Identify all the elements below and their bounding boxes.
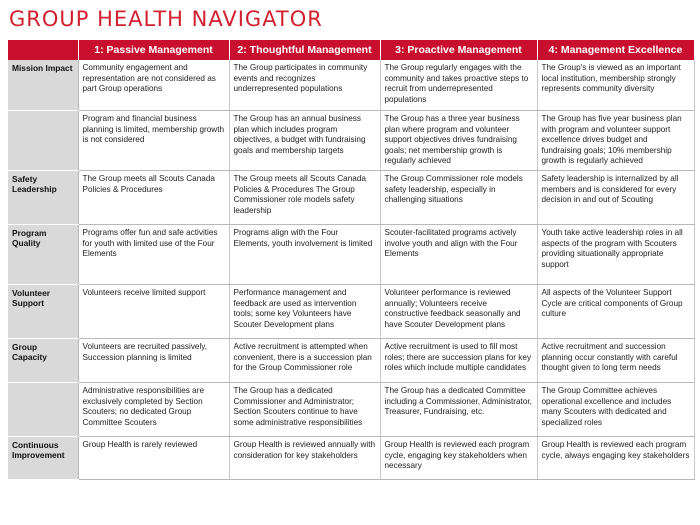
table-cell: Performance management and feedback are used as intervention tools; some key Volunteers have Scouter Development plans [229, 284, 380, 338]
table-cell: The Group meets all Scouts Canada Policies & Procedures [78, 170, 229, 224]
table-cell: The Group has five year business plan with program and volunteer support excellence drives budget and fundraising goals; 10% membership growth is regularly achieved [537, 111, 694, 171]
table-cell: All aspects of the Volunteer Support Cycle are critical components of Group culture [537, 284, 694, 338]
header-corner [8, 40, 78, 60]
table-cell: The Group has a dedicated Committee including a Commissioner, Administrator, Treasurer, Fundraising, etc. [380, 382, 537, 436]
table-cell: Programs offer fun and safe activities for youth with limited use of the Four Elements [78, 224, 229, 284]
row-category [8, 382, 78, 436]
table-cell: Program and financial business planning is limited, membership growth is not considered [78, 111, 229, 171]
table-cell: Group Health is reviewed each program cycle, always engaging key stakeholders [537, 436, 694, 479]
table-cell: Safety leadership is internalized by all members and is considered for every decision in and out of Scouting [537, 170, 694, 224]
table-cell: Active recruitment is attempted when convenient, there is a succession plan for the Group Commissioner role [229, 338, 380, 382]
table-cell: Active recruitment and succession planning occur constantly with careful thought given to long term needs [537, 338, 694, 382]
page-title: GROUP HEALTH NAVIGATOR [9, 7, 323, 31]
table-cell: Volunteers receive limited support [78, 284, 229, 338]
table-cell: Youth take active leadership roles in all aspects of the program with Scouters providing situationally appropriate support [537, 224, 694, 284]
table-cell: The Group meets all Scouts Canada Policies & Procedures The Group Commissioner role models safety leadership [229, 170, 380, 224]
table-row [8, 224, 694, 284]
header-thoughtful-management: 2: Thoughtful Management [229, 40, 380, 60]
table-cell: The Group regularly engages with the community and takes proactive steps to recruit from underrepresented populations [380, 60, 537, 111]
table-row [8, 338, 694, 382]
table-cell: The Group has an annual business plan which includes program objectives, a budget with fundraising goals and membership targets [229, 111, 380, 171]
table-row [8, 436, 694, 479]
table-cell: Active recruitment is used to fill most roles; there are succession plans for key roles which include multiple candidates [380, 338, 537, 382]
table-row [8, 111, 694, 171]
table-cell: The Group's is viewed as an important local institution, membership strongly represents community diversity [537, 60, 694, 111]
table-row [8, 60, 694, 111]
header-proactive-management: 3: Proactive Management [380, 40, 537, 60]
table-cell: Group Health is rarely reviewed [78, 436, 229, 479]
table-cell: Group Health is reviewed each program cycle, engaging key stakeholders when necessary [380, 436, 537, 479]
table-cell: Scouter-facilitated programs actively involve youth and align with the Four Elements [380, 224, 537, 284]
table-cell: Group Health is reviewed annually with consideration for key stakeholders [229, 436, 380, 479]
row-category [8, 111, 78, 171]
table-cell: The Group has a dedicated Commissioner and Administrator; Section Scouters continue to have some administrative responsibilities [229, 382, 380, 436]
health-navigator-table [8, 40, 695, 480]
row-category: Volunteer Support [8, 284, 78, 338]
row-category: Mission Impact [8, 60, 78, 111]
table-cell: The Group Committee achieves operational excellence and includes many Scouters with dedicated and specialized roles [537, 382, 694, 436]
table-cell: Programs align with the Four Elements, youth involvement is limited [229, 224, 380, 284]
table-row [8, 284, 694, 338]
table-row [8, 382, 694, 436]
table-cell: Administrative responsibilities are exclusively completed by Section Scouters; no dedicated Group Committee Scouters [78, 382, 229, 436]
row-category: Program Quality [8, 224, 78, 284]
row-category: Group Capacity [8, 338, 78, 382]
table-cell: Community engagement and representation are not considered as part Group operations [78, 60, 229, 111]
header-passive-management: 1: Passive Management [78, 40, 229, 60]
header-management-excellence: 4: Management Excellence [537, 40, 694, 60]
row-category: Continuous Improvement [8, 436, 78, 479]
table-cell: The Group has a three year business plan where program and volunteer support objectives drives fundraising goals; net membership growth is regularly achieved [380, 111, 537, 171]
table-row [8, 170, 694, 224]
row-category: Safety Leadership [8, 170, 78, 224]
header-row [8, 40, 694, 60]
table-cell: Volunteer performance is reviewed annually; Volunteers receive constructive feedback seasonally and have Scouter Development plans [380, 284, 537, 338]
table-cell: Volunteers are recruited passively, Succession planning is limited [78, 338, 229, 382]
table-cell: The Group Commissioner role models safety leadership, especially in challenging situations [380, 170, 537, 224]
table-cell: The Group participates in community events and recognizes underrepresented populations [229, 60, 380, 111]
